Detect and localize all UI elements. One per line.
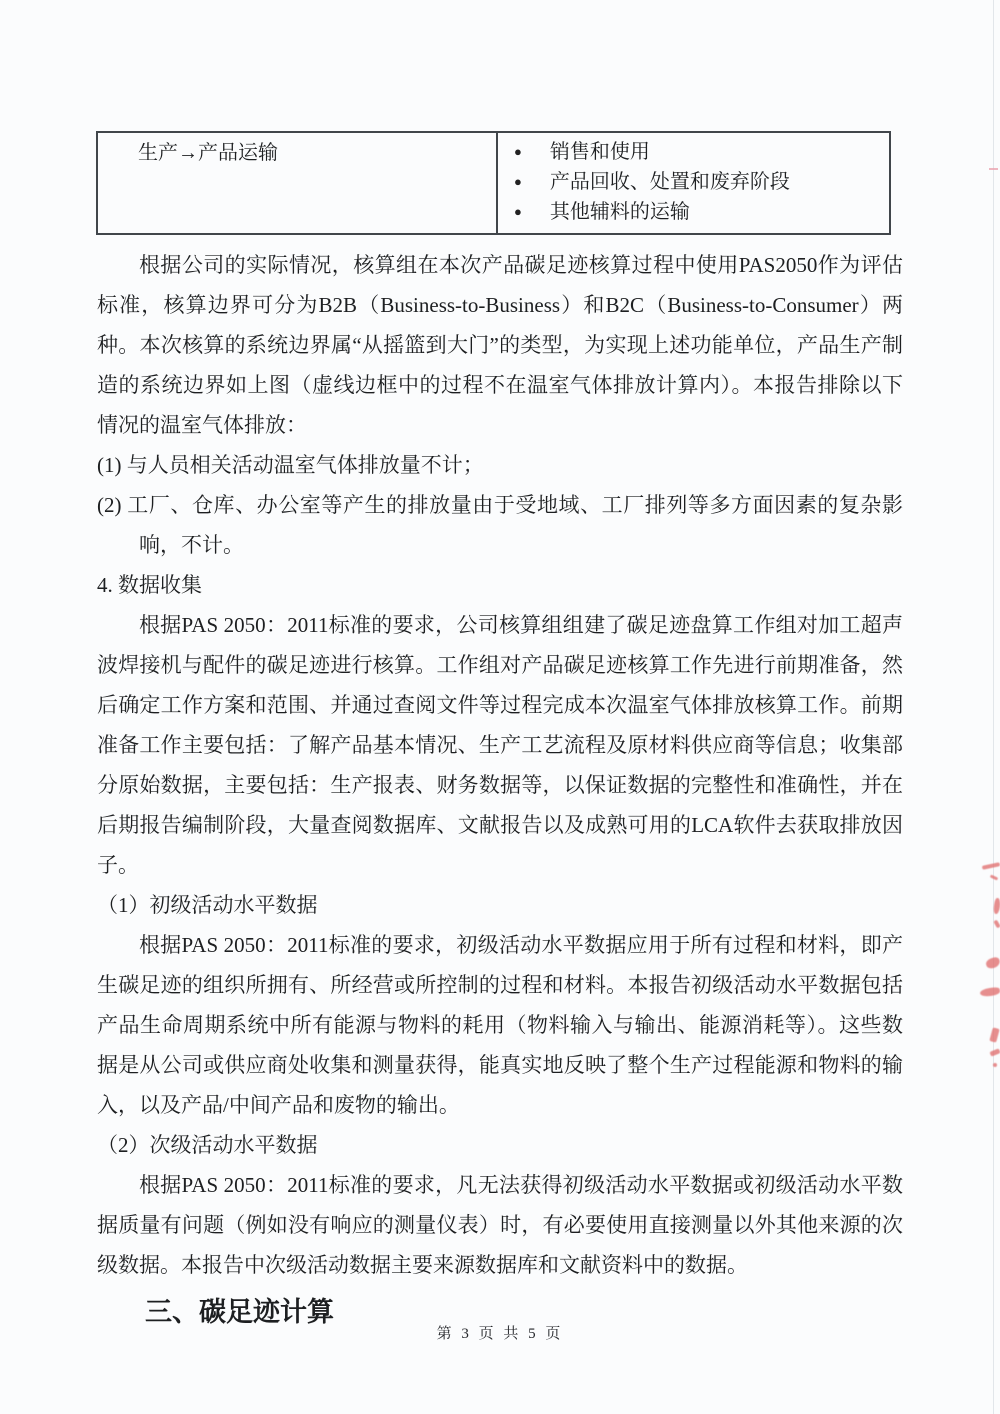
table-row	[512, 169, 883, 195]
subheading-primary-data: （1）初级活动水平数据	[97, 893, 318, 917]
excluded-stage-label: 产品回收、处置和废弃阶段	[549, 171, 790, 193]
stamp-stroke	[989, 1048, 1000, 1056]
table-cell-text: 生产→产品运输	[138, 142, 278, 164]
bullet-icon: ●	[514, 144, 522, 159]
para-accounting-standard: 根据公司的实际情况，核算组在本次产品碳足迹核算过程中使用PAS2050作为评估标准，核算边界可分为B2B（Business-to-Business）和B2C（Business-to-Consumer）两种。本次核算的系统边界属“从摇篮到大门”的类型，为实现上述功能单位，产品生产制造的系统边界如上图（虚线边框中的过程不在温室气体排放计算内）。本报告排除以下情况的温室气体排放：	[97, 253, 903, 437]
exclusion-item-2: (2) 工厂、仓库、办公室等产生的排放量由于受地域、工厂排列等多方面因素的复杂影响，不计。	[97, 493, 903, 557]
stamp-stroke	[982, 862, 1000, 870]
page-number-footer: 第 3 页 共 5 页	[436, 1326, 564, 1342]
excluded-stage-label: 其他辅料的运输	[549, 201, 690, 223]
table-row	[512, 139, 883, 165]
stamp-stroke	[993, 920, 1000, 929]
stamp-stroke	[993, 1063, 997, 1067]
scan-edge-line	[993, 0, 994, 1414]
red-stamp-fragments	[970, 860, 1000, 1075]
section3-heading: 三、碳足迹计算	[145, 1297, 334, 1327]
table-cell-production-transport	[98, 133, 496, 233]
para-secondary-data: 根据PAS 2050：2011标准的要求，凡无法获得初级活动水平数据或初级活动水平数据质量有问题（例如没有响应的测量仪表）时，有必要使用直接测量以外其他来源的次级数据。本报告中次级活动数据主要来源数据库和文献资料中的数据。	[97, 1173, 903, 1277]
excluded-stage-label: 销售和使用	[549, 141, 650, 163]
document-body	[97, 245, 903, 1333]
exclusion-item-1: (1) 与人员相关活动温室气体排放量不计；	[97, 453, 484, 477]
bullet-icon: ●	[514, 204, 522, 219]
table-cell-excluded-stages	[496, 133, 889, 233]
para-primary-data: 根据PAS 2050：2011标准的要求，初级活动水平数据应用于所有过程和材料，即产生碳足迹的组织所拥有、所经营或所控制的过程和材料。本报告初级活动水平数据包括产品生命周期系统中所有能源与物料的耗用（物料输入与输出、能源消耗等）。这些数据是从公司或供应商处收集和测量获得，能真实地反映了整个生产过程能源和物料的输入，以及产品/中间产品和废物的输出。	[97, 933, 903, 1117]
bullet-icon: ●	[514, 174, 522, 189]
stamp-stroke	[980, 987, 1000, 998]
stamp-stroke	[985, 956, 1000, 970]
subheading-secondary-data: （2）次级活动水平数据	[97, 1133, 318, 1157]
stamp-stroke	[989, 168, 998, 170]
para-data-collection: 根据PAS 2050：2011标准的要求，公司核算组组建了碳足迹盘算工作组对加工超声波焊接机与配件的碳足迹进行核算。工作组对产品碳足迹核算工作先进行前期准备，然后确定工作方案和范围、并通过查阅文件等过程完成本次温室气体排放核算工作。前期准备工作主要包括：了解产品基本情况、生产工艺流程及原材料供应商等信息；收集部分原始数据，主要包括：生产报表、财务数据等，以保证数据的完整性和准确性，并在后期报告编制阶段，大量查阅数据库、文献报告以及成熟可用的LCA软件去获取排放因子。	[97, 613, 903, 877]
section4-title: 4. 数据收集	[97, 573, 202, 597]
system-boundary-table	[96, 131, 891, 235]
stamp-stroke	[990, 874, 999, 880]
stamp-stroke	[989, 1027, 999, 1042]
table-row	[512, 199, 883, 225]
stamp-stroke	[993, 898, 1000, 915]
